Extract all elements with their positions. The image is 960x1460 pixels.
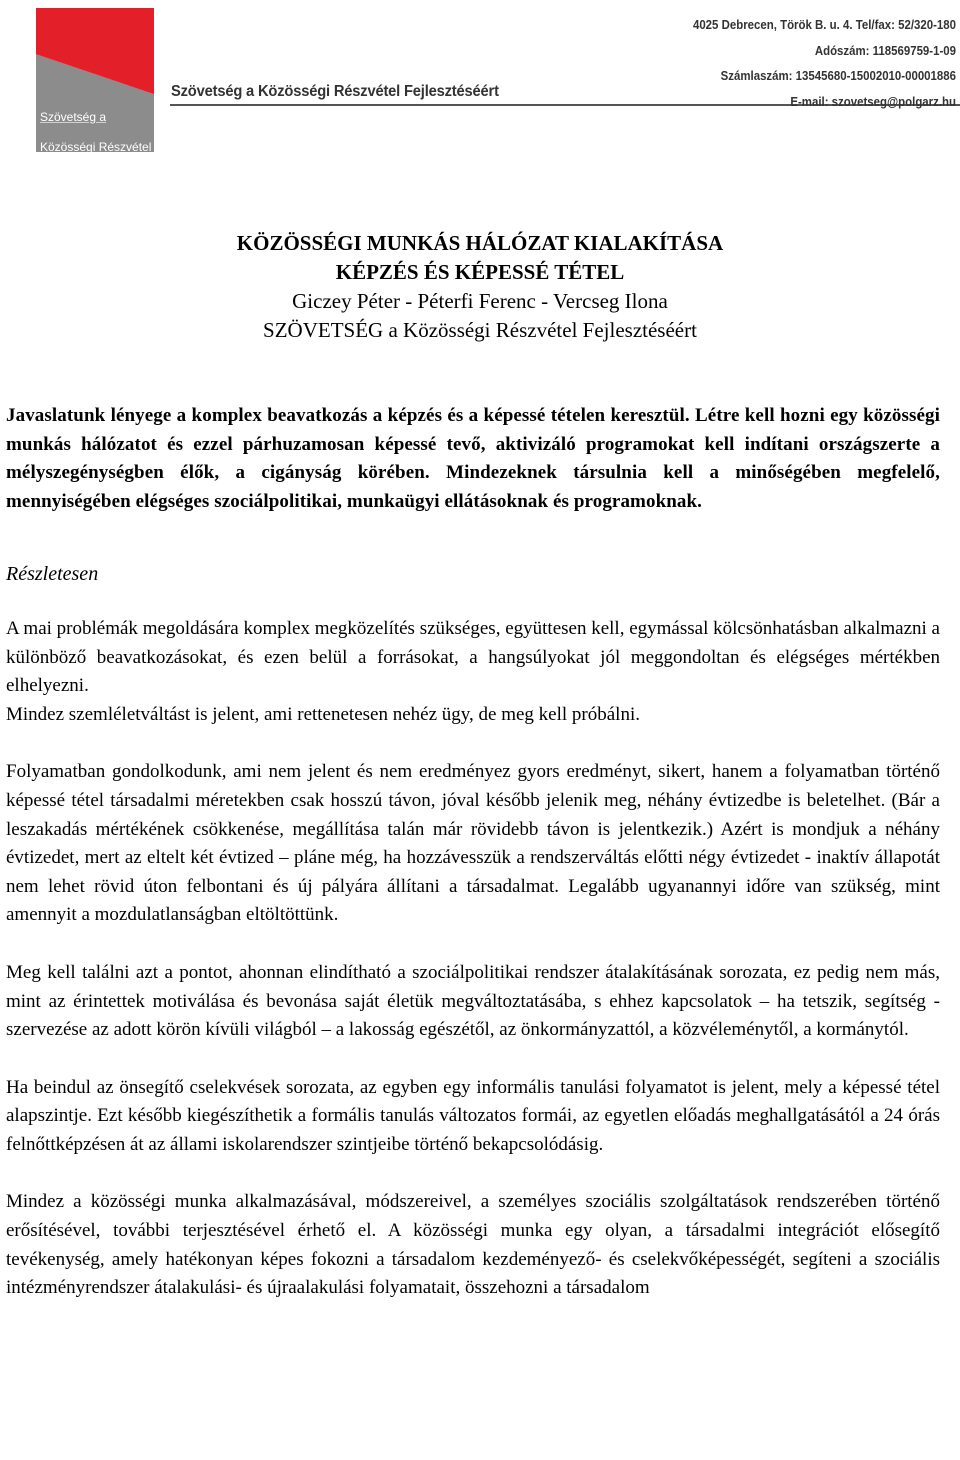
document-subtitle: KÉPZÉS ÉS KÉPESSÉ TÉTEL [335,260,625,284]
body-paragraph: A mai problémák megoldására komplex megközelítés szükséges, együttesen kell, egymással kölcsönhatásban alkalmazni a különböző beavatkozásokat, és ezen belül a forrásokat, a hangsúlyokat jól meggondoltan és elégséges mértékben elhelyezni. [6,617,940,697]
intro-paragraph: Javaslatunk lényege a komplex beavatkozás a képzés és a képessé tételen keresztül. Létre kell hozni egy közösségi munkás hálózatot és ezzel párhuzamosan képessé tevő, aktivizáló programokat kell indítani országszerte a mélyszegénységben élők, a cigányság körében. Mindezeknek társulnia kell a minőségében megfelelő, mennyiségében elégséges szociálpolitikai, munkaügyi ellátásoknak és programoknak. [6,405,940,512]
document-body [6,402,940,1332]
letterhead-org-name: Szövetség a Közösségi Részvétel Fejlesztéséért [171,83,499,100]
logo-text-line-1: Szövetség a [40,110,107,124]
body-paragraph: Mindez a közösségi munka alkalmazásával, módszereivel, a személyes szociális szolgáltatások rendszerében történő erősítésével, további terjesztésével érhető el. A közösségi munka egy olyan, a társadalmi integrációt elősegítő tevékenység, amely hatékonyan képes fokozni a társadalom kezdeményező- és cselekvőképességét, segíteni a szociális intézményrendszer átalakulási- és újraalakulási folyamatait, összehozni a társadalom [6,1191,940,1299]
document-title: KÖZÖSSÉGI MUNKÁS HÁLÓZAT KIALAKÍTÁSA [236,231,724,255]
logo-red-block [36,8,154,94]
body-paragraph: Mindez szemléletváltást is jelent, ami rettenetesen nehéz ügy, de meg kell próbálni. [6,703,640,725]
contact-email: E-mail: szovetseg@polgarz.hu [790,93,956,109]
contact-tax-number: Adószám: 118569759-1-09 [814,42,956,58]
section-title: Részletesen [6,563,99,586]
document-organization: SZÖVETSÉG a Közösségi Részvétel Fejlesztéséért [263,318,697,342]
document-authors: Giczey Péter - Péterfi Ferenc - Vercseg Ilona [292,289,668,313]
body-paragraph: Ha beindul az önsegítő cselekvések sorozata, az egyben egy informális tanulási folyamatot is jelent, mely a képessé tétel alapszintje. Ezt később kiegészíthetik a formális tanulás változatos formái, az egyetlen előadás meghallgatásától a 24 órás felnőttképzésen át az állami iskolarendszer szintjeibe történő bekapcsolódásig. [6,1076,940,1155]
organization-logo [36,8,154,184]
contact-address: 4025 Debrecen, Török B. u. 4. Tel/fax: 52/320-180 [692,17,956,32]
body-paragraph: Meg kell találni azt a pontot, ahonnan elindítható a szociálpolitikai rendszer átalakításának sorozata, ez pedig nem más, mint az érintettek motiválása és bevonása saját életük megváltoztatásába, s ehhez kapcsolatok – ha tetszik, segítség - szervezése az adott körön kívüli világból – a lakosság egészétől, az önkormányzattól, a közvéleménytől, a kormánytól. [6,961,940,1041]
contact-bank-account: Számlaszám: 13545680-15002010-00001886 [720,68,956,83]
body-paragraph: Folyamatban gondolkodunk, ami nem jelent és nem eredményez gyors eredményt, sikert, hanem a folyamatban történő képessé tétel társadalmi méretekben csak hosszú távon, jóval később jelenik meg, néhány évtizedbe is beletelhet. (Bár a leszakadás mértékének csökkenése, megállítása talán már rövidebb távon is jelentkezik.) Azért is mondjuk a néhány évtizedet, mert az eltelt két évtized – pláne még, ha hozzávesszük a rendszerváltás előtti négy évtizedet - inaktív állapotát nem lehet rövid úton felbontani és új pályára állítani a társadalmat. Legalább ugyanannyi időre van szükség, mint amennyit a mozdulatlanságban eltöltöttünk. [6,761,940,926]
letterhead-contact [674,12,956,114]
document-title-block [0,229,960,345]
logo-text-line-2: Közösségi Részvétel [40,140,152,154]
logo-text-line-3: Fejlesztéséért [40,170,115,184]
logo-text [40,95,151,200]
